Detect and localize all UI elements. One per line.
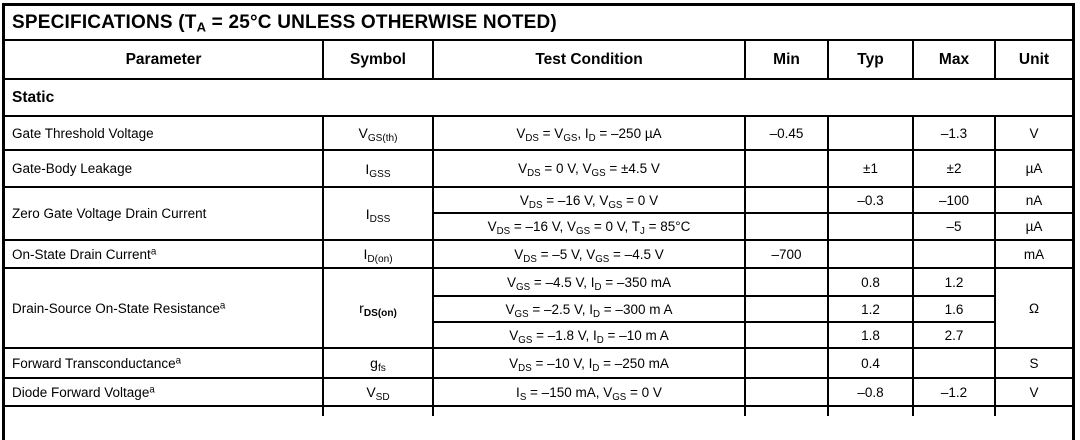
condition-cell: $V_{GS} = -1.8$ V, $I_D = -10$ m A <box>433 322 745 348</box>
max-cell <box>913 240 995 268</box>
col-header-max: Max <box>913 41 995 79</box>
unit-cell: Ω <box>995 268 1072 348</box>
symbol-cell: $V_{GS(th)}$ <box>323 116 433 150</box>
typ-cell: 0.4 <box>828 348 913 378</box>
row-forward-transconductance <box>5 348 1072 378</box>
condition-cell: $V_{DS} = V_{GS}$, $I_D = -250$ µA <box>433 116 745 150</box>
typ-cell: 0.8 <box>828 268 913 296</box>
max-cell: 1.6 <box>913 296 995 322</box>
max-cell: –100 <box>913 187 995 213</box>
typ-cell <box>828 240 913 268</box>
param-cell: Zero Gate Voltage Drain Current <box>5 187 323 240</box>
condition-cell: $V_{GS} = -2.5$ V, $I_D = -300$ m A <box>433 296 745 322</box>
min-cell <box>745 150 828 187</box>
min-cell <box>745 322 828 348</box>
col-header-symbol: Symbol <box>323 41 433 79</box>
max-cell: –5 <box>913 213 995 240</box>
min-cell <box>745 268 828 296</box>
typ-cell: –0.8 <box>828 378 913 406</box>
min-cell: –0.45 <box>745 116 828 150</box>
unit-cell: V <box>995 116 1072 150</box>
unit-cell: nA <box>995 187 1072 213</box>
min-cell: –700 <box>745 240 828 268</box>
stub-cell <box>323 406 433 416</box>
condition-cell: $V_{DS} = -16$ V, $V_{GS} = 0$ V, $T_J = 85^\circ C$ <box>433 213 745 240</box>
unit-cell: V <box>995 378 1072 406</box>
condition-cell: $V_{DS} = -5$ V, $V_{GS} = -4.5$ V <box>433 240 745 268</box>
col-header-unit: Unit <box>995 41 1072 79</box>
section-label: Static <box>5 79 1072 116</box>
symbol-cell: $r_{DS(on)}$ <box>323 268 433 348</box>
stub-cell <box>913 406 995 416</box>
specifications-table <box>5 41 1072 416</box>
param-cell: Gate-Body Leakage <box>5 150 323 187</box>
row-gate-body-leakage <box>5 150 1072 187</box>
typ-cell <box>828 116 913 150</box>
row-drain-source-resistance-1 <box>5 268 1072 296</box>
max-cell: 2.7 <box>913 322 995 348</box>
header-row <box>5 41 1072 79</box>
max-cell: 1.2 <box>913 268 995 296</box>
stub-cell <box>995 406 1072 416</box>
col-header-min: Min <box>745 41 828 79</box>
condition-cell: $V_{DS} = -16$ V, $V_{GS} = 0$ V <box>433 187 745 213</box>
col-header-typ: Typ <box>828 41 913 79</box>
symbol-cell: $I_{DSS}$ <box>323 187 433 240</box>
specifications-title-bar <box>5 6 1072 41</box>
symbol-cell: $V_{SD}$ <box>323 378 433 406</box>
condition-cell: $I_S = -150$ mA, $V_{GS} = 0$ V <box>433 378 745 406</box>
max-cell: ±2 <box>913 150 995 187</box>
typ-cell: 1.8 <box>828 322 913 348</box>
specifications-title: SPECIFICATIONS ($T_A = 25^\circ C$ UNLESS OTHERWISE NOTED) <box>12 11 557 34</box>
typ-cell: ±1 <box>828 150 913 187</box>
col-header-test-condition: Test Condition <box>433 41 745 79</box>
condition-cell: $V_{DS} = 0$ V, $V_{GS} = \pm 4.5$ V <box>433 150 745 187</box>
unit-cell: S <box>995 348 1072 378</box>
param-cell: On-State Drain Current$^a$ <box>5 240 323 268</box>
min-cell <box>745 213 828 240</box>
unit-cell: µA <box>995 213 1072 240</box>
symbol-cell: $I_{D(on)}$ <box>323 240 433 268</box>
row-gate-threshold-voltage <box>5 116 1072 150</box>
param-cell: Drain-Source On-State Resistance$^a$ <box>5 268 323 348</box>
specifications-box <box>2 3 1075 440</box>
condition-cell: $V_{GS} = -4.5$ V, $I_D = -350$ mA <box>433 268 745 296</box>
row-zero-gate-voltage-drain-current-1 <box>5 187 1072 213</box>
min-cell <box>745 378 828 406</box>
col-header-parameter: Parameter <box>5 41 323 79</box>
max-cell <box>913 348 995 378</box>
row-diode-forward-voltage <box>5 378 1072 406</box>
row-on-state-drain-current <box>5 240 1072 268</box>
min-cell <box>745 187 828 213</box>
typ-cell <box>828 213 913 240</box>
param-cell: Diode Forward Voltage$^a$ <box>5 378 323 406</box>
param-cell: Gate Threshold Voltage <box>5 116 323 150</box>
cutoff-stub-row <box>5 406 1072 416</box>
min-cell <box>745 348 828 378</box>
unit-cell: mA <box>995 240 1072 268</box>
stub-cell <box>433 406 745 416</box>
typ-cell: –0.3 <box>828 187 913 213</box>
condition-cell: $V_{DS} = -10$ V, $I_D = -250$ mA <box>433 348 745 378</box>
symbol-cell: $I_{GSS}$ <box>323 150 433 187</box>
typ-cell: 1.2 <box>828 296 913 322</box>
max-cell: –1.3 <box>913 116 995 150</box>
stub-cell <box>5 406 323 416</box>
stub-cell <box>745 406 828 416</box>
stub-cell <box>828 406 913 416</box>
symbol-cell: $g_{fs}$ <box>323 348 433 378</box>
min-cell <box>745 296 828 322</box>
max-cell: –1.2 <box>913 378 995 406</box>
param-cell: Forward Transconductance$^a$ <box>5 348 323 378</box>
unit-cell: µA <box>995 150 1072 187</box>
section-row-static <box>5 79 1072 116</box>
